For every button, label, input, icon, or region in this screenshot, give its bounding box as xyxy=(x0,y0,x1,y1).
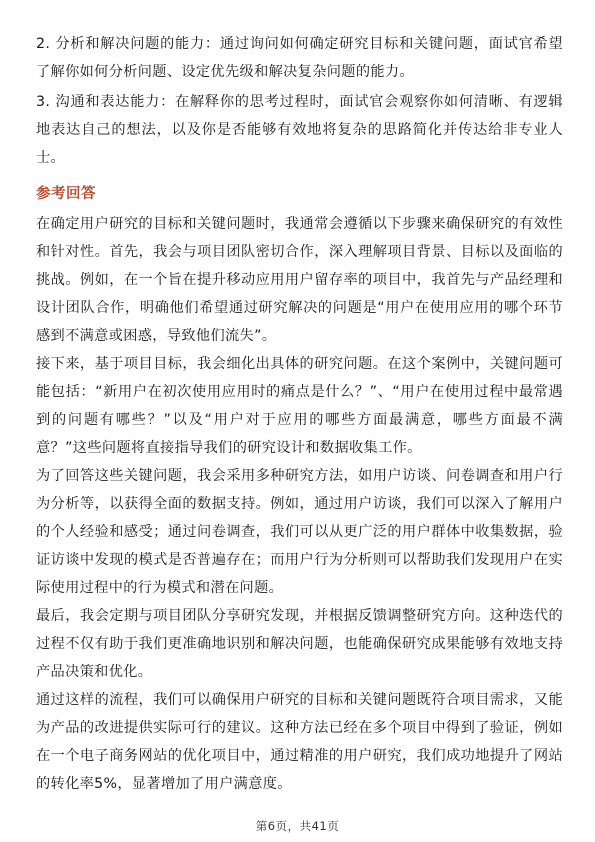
point-communication-skill: 3. 沟通和表达能力：在解释你的思考过程时，面试官会观察你如何清晰、有逻辑地表达自己的想法，以及你是否能够有效地将复杂的思路简化并传达给非专业人士。 xyxy=(36,94,563,166)
point-analysis-skill: 2. 分析和解决问题的能力：通过询问如何确定研究目标和关键问题，面试官希望了解你如何分析问题、设定优先级和解决复杂问题的能力。 xyxy=(36,36,563,80)
answer-paragraph-5: 通过这样的流程，我们可以确保用户研究的目标和关键问题既符合项目需求，又能为产品的改进提供实际可行的建议。这种方法已经在多个项目中得到了验证，例如在一个电子商务网站的优化项目中，通过精准的用户研究，我们成功地提升了网站的转化率5%，显著增加了用户满意度。 xyxy=(36,692,563,792)
document-body xyxy=(36,30,563,798)
answer-heading: 参考回答 xyxy=(36,186,96,202)
answer-paragraph-4: 最后，我会定期与项目团队分享研究发现，并根据反馈调整研究方向。这种迭代的过程不仅有助于我们更准确地识别和解决问题，也能确保研究成果能够有效地支持产品决策和优化。 xyxy=(36,608,563,680)
answer-paragraph-2: 接下来，基于项目目标，我会细化出具体的研究问题。在这个案例中，关键问题可能包括：“新用户在初次使用应用时的痛点是什么？”、“用户在使用过程中最常遇到的问题有哪些？”以及“用户对于应用的哪些方面最满意，哪些方面最不满意？”这些问题将直接指导我们的研究设计和数据收集工作。 xyxy=(36,356,563,456)
page-footer: 第6页，共41页 xyxy=(255,819,340,833)
answer-paragraph-3: 为了回答这些关键问题，我会采用多种研究方法，如用户访谈、问卷调查和用户行为分析等，以获得全面的数据支持。例如，通过用户访谈，我们可以深入了解用户的个人经验和感受；通过问卷调查，我们可以从更广泛的用户群体中收集数据，验证访谈中发现的模式是否普遍存在；而用户行为分析则可以帮助我们发现用户在实际使用过程中的行为模式和潜在问题。 xyxy=(36,468,563,596)
answer-paragraph-1: 在确定用户研究的目标和关键问题时，我通常会遵循以下步骤来确保研究的有效性和针对性。首先，我会与项目团队密切合作，深入理解项目背景、目标以及面临的挑战。例如，在一个旨在提升移动应用用户留存率的项目中，我首先与产品经理和设计团队合作，明确他们希望通过研究解决的问题是“用户在使用应用的哪个环节感到不满意或困惑，导致他们流失”。 xyxy=(36,216,563,344)
